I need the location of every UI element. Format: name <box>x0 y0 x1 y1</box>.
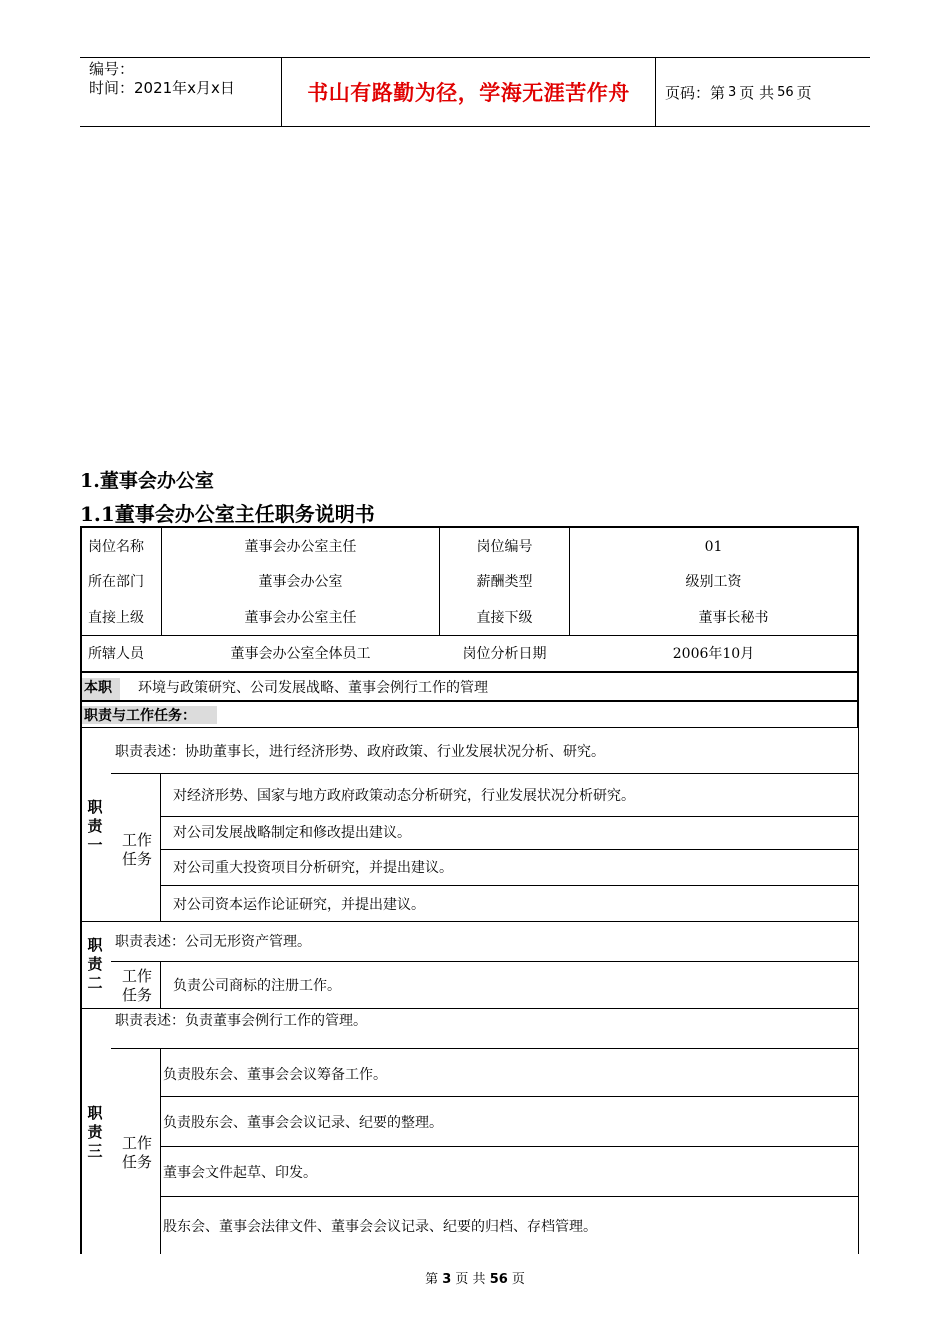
header-meta <box>89 60 235 98</box>
superior-label: 直接上级 <box>88 610 144 626</box>
superior-value: 董事会办公室主任 <box>244 610 357 626</box>
duty-3-label: 职 责 三 <box>87 1104 103 1160</box>
post-no-value: 01 <box>704 539 723 555</box>
analysis-date-value: 2006年10月 <box>672 646 755 662</box>
footer-page: 3 <box>442 1272 452 1287</box>
page-total: 56 <box>777 84 794 100</box>
salary-label: 薪酬类型 <box>476 574 533 590</box>
duty-1-task: 对经济形势、国家与地方政府政策动态分析研究，行业发展状况分析研究。 <box>173 788 635 804</box>
salary-value: 级别工资 <box>685 574 742 590</box>
duty-3-task: 董事会文件起草、印发。 <box>163 1165 317 1181</box>
duty-2-description: 职责表述：公司无形资产管理。 <box>115 934 311 950</box>
footer-mid: 页 共 <box>455 1272 486 1287</box>
page-number: 3 <box>728 84 737 100</box>
analysis-date-label: 岗位分析日期 <box>462 646 547 662</box>
job-description-table <box>80 526 859 1254</box>
duty-3-description: 职责表述：负责董事会例行工作的管理。 <box>115 1013 367 1029</box>
subordinate-value: 董事长秘书 <box>698 610 769 626</box>
dept-label: 所在部门 <box>88 574 144 590</box>
duty-1-label: 职 责 一 <box>87 798 103 854</box>
duty-1-task: 对公司发展战略制定和修改提出建议。 <box>173 825 411 841</box>
subsection-heading: 1.1董事会办公室主任职务说明书 <box>80 502 375 526</box>
duty-2-label: 职 责 二 <box>87 936 103 992</box>
section-heading: 1.董事会办公室 <box>80 470 214 492</box>
role-label: 本职 <box>84 680 112 696</box>
duty-1-task-label: 工作 任务 <box>121 831 152 868</box>
footer-total: 56 <box>489 1272 508 1287</box>
header-divider <box>655 58 656 126</box>
subordinate-label: 直接下级 <box>476 610 533 626</box>
footer-suffix: 页 <box>511 1272 525 1287</box>
page-suffix: 页 <box>796 83 812 102</box>
header-motto: 书山有路勤为径，学海无涯苦作舟 <box>307 81 630 105</box>
post-name-value: 董事会办公室主任 <box>244 539 357 555</box>
duty-3-task: 股东会、董事会法律文件、董事会会议记录、纪要的归档、存档管理。 <box>163 1219 597 1235</box>
duty-2-task: 负责公司商标的注册工作。 <box>173 978 341 994</box>
staff-label: 所辖人员 <box>88 646 144 662</box>
page-footer <box>0 1268 950 1287</box>
duty-1-task: 对公司重大投资项目分析研究，并提出建议。 <box>173 860 453 876</box>
footer-prefix: 第 <box>425 1272 439 1287</box>
page-header <box>80 57 870 127</box>
time-label: 时间：2021年x月x日 <box>89 79 235 97</box>
duty-3-task-label: 工作 任务 <box>121 1134 152 1171</box>
duty-1-description: 职责表述：协助董事长，进行经济形势、政府政策、行业发展状况分析、研究。 <box>115 744 605 760</box>
code-label: 编号： <box>89 60 135 78</box>
page-prefix: 页码：第 <box>665 83 726 102</box>
staff-value: 董事会办公室全体员工 <box>230 646 371 662</box>
duty-2-task-label: 工作 任务 <box>121 967 152 1004</box>
dept-value: 董事会办公室 <box>258 574 343 590</box>
duties-title: 职责与工作任务： <box>84 708 196 724</box>
post-name-label: 岗位名称 <box>88 539 144 555</box>
duty-1-task: 对公司资本运作论证研究，并提出建议。 <box>173 897 425 913</box>
role-text: 环境与政策研究、公司发展战略、董事会例行工作的管理 <box>138 680 488 696</box>
duty-3-task: 负责股东会、董事会会议记录、纪要的整理。 <box>163 1115 443 1131</box>
duty-3-task: 负责股东会、董事会会议筹备工作。 <box>163 1067 387 1083</box>
page-mid: 页 共 <box>739 83 775 102</box>
post-no-label: 岗位编号 <box>476 539 533 555</box>
header-page-info <box>665 58 812 126</box>
